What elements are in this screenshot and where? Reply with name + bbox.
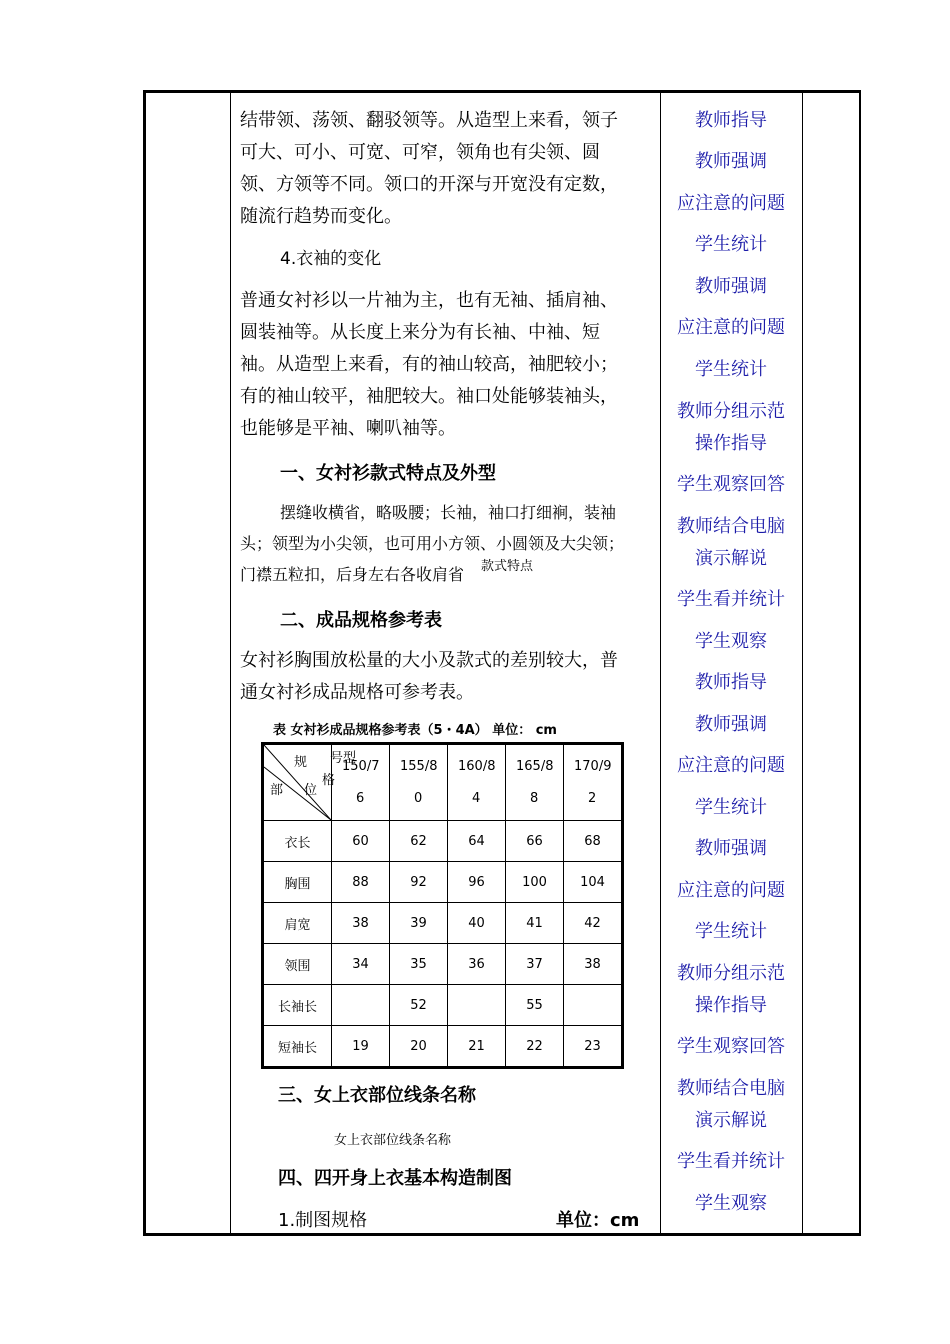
- size-label: 6: [356, 791, 365, 806]
- row-label: 胸围: [263, 862, 332, 903]
- content-column: [230, 93, 660, 1233]
- note-item: 应注意的问题: [677, 193, 785, 214]
- figure-caption: 款式特点: [477, 555, 537, 574]
- paragraph-line: 通女衬衫成品规格可参考表。: [240, 682, 474, 703]
- note-item: 教师结合电脑: [677, 516, 785, 537]
- table-cell: 52: [390, 985, 448, 1026]
- note-item: 应注意的问题: [677, 755, 785, 776]
- table-cell: 66: [506, 821, 564, 862]
- table-cell: [332, 985, 390, 1026]
- size-header-cell: [448, 744, 506, 821]
- section-heading: 三、女上衣部位线条名称: [278, 1085, 476, 1106]
- paragraph-line: 也能够是平袖、喇叭袖等。: [240, 418, 456, 439]
- table-cell: 38: [564, 944, 623, 985]
- table-cell: 22: [506, 1026, 564, 1068]
- size-label: 160/8: [458, 759, 496, 774]
- section-heading: 四、四开身上衣基本构造制图: [278, 1168, 512, 1189]
- table-cell: 55: [506, 985, 564, 1026]
- table-cell: 36: [448, 944, 506, 985]
- size-label: 150/7: [342, 759, 380, 774]
- note-item: 学生观察: [695, 1193, 767, 1214]
- corner-label-size: 号型: [330, 751, 357, 766]
- column-divider: [802, 93, 803, 1233]
- table-row: [263, 821, 623, 862]
- table-cell: [564, 985, 623, 1026]
- table-header-row: [263, 744, 623, 821]
- note-item: 学生统计: [695, 234, 767, 255]
- table-cell: 34: [332, 944, 390, 985]
- table-cell: 40: [448, 903, 506, 944]
- table-cell: 38: [332, 903, 390, 944]
- note-item: 学生统计: [695, 797, 767, 818]
- paragraph-line: 结带领、荡领、翻驳领等。从造型上来看，领子: [240, 110, 618, 131]
- paragraph-line: 女衬衫胸围放松量的大小及款式的差别较大，普: [240, 650, 618, 671]
- row-label: 短袖长: [263, 1026, 332, 1068]
- size-label: 0: [414, 791, 423, 806]
- table-row: [263, 944, 623, 985]
- note-item: 操作指导: [695, 433, 767, 454]
- table-cell: 39: [390, 903, 448, 944]
- corner-label-spec: 格: [322, 773, 336, 788]
- table-cell: 62: [390, 821, 448, 862]
- paragraph-line: 可大、可小、可宽、可窄，领角也有尖领、圆: [240, 142, 600, 163]
- table-cell: 60: [332, 821, 390, 862]
- note-item: 学生看并统计: [677, 589, 785, 610]
- paragraph-line: 普通女衬衫以一片袖为主，也有无袖、插肩袖、: [240, 290, 618, 311]
- table-cell: 23: [564, 1026, 623, 1068]
- table-cell: 92: [390, 862, 448, 903]
- table-row: [263, 985, 623, 1026]
- table-cell: 100: [506, 862, 564, 903]
- paragraph-line: 圆装袖等。从长度上来分为有长袖、中袖、短: [240, 322, 600, 343]
- lesson-table: [143, 90, 861, 1236]
- table-cell: 35: [390, 944, 448, 985]
- subheading: 4.衣袖的变化: [280, 249, 382, 269]
- table-cell: 41: [506, 903, 564, 944]
- row-label: 衣长: [263, 821, 332, 862]
- corner-label-left: 位: [304, 783, 318, 798]
- note-item: 教师强调: [695, 276, 767, 297]
- table-cell: 37: [506, 944, 564, 985]
- note-item: 学生看并统计: [677, 1151, 785, 1172]
- paragraph-line: 领、方领等不同。领口的开深与开宽没有定数，: [240, 174, 618, 195]
- size-header-cell: [564, 744, 623, 821]
- row-label: 领围: [263, 944, 332, 985]
- note-item: 教师结合电脑: [677, 1078, 785, 1099]
- note-item: 教师指导: [695, 110, 767, 131]
- note-item: 教师分组示范: [677, 401, 785, 422]
- unit-label: 单位：cm: [556, 1210, 640, 1231]
- size-label: 165/8: [516, 759, 554, 774]
- section-heading: 一、女衬衫款式特点及外型: [280, 463, 496, 484]
- size-header-cell: [390, 744, 448, 821]
- paragraph-line: 门襟五粒扣，后身左右各收肩省: [240, 565, 465, 584]
- table-cell: 96: [448, 862, 506, 903]
- table-cell: 88: [332, 862, 390, 903]
- note-item: 学生统计: [695, 921, 767, 942]
- paragraph-line: 摆缝收横省，略吸腰；长袖，袖口打细裥，装袖: [280, 503, 617, 522]
- note-item: 学生观察回答: [677, 1036, 785, 1057]
- table-cell: 21: [448, 1026, 506, 1068]
- table-cell: 104: [564, 862, 623, 903]
- note-item: 教师强调: [695, 838, 767, 859]
- table-cell: 42: [564, 903, 623, 944]
- table-cell: 19: [332, 1026, 390, 1068]
- note-item: 教师强调: [695, 714, 767, 735]
- row-label: 长袖长: [263, 985, 332, 1026]
- size-header-cell: [506, 744, 564, 821]
- paragraph-line: 随流行趋势而变化。: [240, 206, 402, 227]
- table-cell: 64: [448, 821, 506, 862]
- note-item: 教师分组示范: [677, 963, 785, 984]
- paragraph-line: 袖。从造型上来看，有的袖山较高，袖肥较小；: [240, 354, 618, 375]
- size-label: 4: [472, 791, 481, 806]
- table-row: [263, 903, 623, 944]
- table-cell: 68: [564, 821, 623, 862]
- note-item: 教师指导: [695, 672, 767, 693]
- note-item: 学生观察: [695, 631, 767, 652]
- note-item: 演示解说: [695, 548, 767, 569]
- note-item: 操作指导: [695, 995, 767, 1016]
- size-label: 2: [588, 791, 597, 806]
- section-heading: 二、成品规格参考表: [280, 610, 442, 631]
- corner-label-top: 规: [294, 755, 308, 770]
- row-label: 肩宽: [263, 903, 332, 944]
- paragraph-line: 头；领型为小尖领，也可用小方领、小圆领及大尖领；: [240, 534, 625, 553]
- subheading: 1.制图规格: [278, 1210, 368, 1231]
- note-item: 学生观察回答: [677, 474, 785, 495]
- note-item: 演示解说: [695, 1110, 767, 1131]
- size-label: 170/9: [574, 759, 612, 774]
- size-label: 8: [530, 791, 539, 806]
- note-item: 应注意的问题: [677, 880, 785, 901]
- teaching-notes-column: [660, 93, 802, 1233]
- figure-caption: 女上衣部位线条名称: [334, 1133, 452, 1148]
- size-label: 155/8: [400, 759, 438, 774]
- paragraph-line: 有的袖山较平，袖肥较大。袖口处能够装袖头，: [240, 386, 618, 407]
- table-row: [263, 862, 623, 903]
- table-row: [263, 1026, 623, 1068]
- size-header-cell: [322, 744, 390, 821]
- table-caption: 表 女衬衫成品规格参考表（5・4A） 单位： cm: [273, 723, 557, 738]
- table-cell: [448, 985, 506, 1026]
- note-item: 应注意的问题: [677, 317, 785, 338]
- corner-label-left: 部: [270, 783, 284, 798]
- table-cell: 20: [390, 1026, 448, 1068]
- spec-table: [261, 742, 624, 1069]
- note-item: 教师强调: [695, 151, 767, 172]
- note-item: 学生统计: [695, 359, 767, 380]
